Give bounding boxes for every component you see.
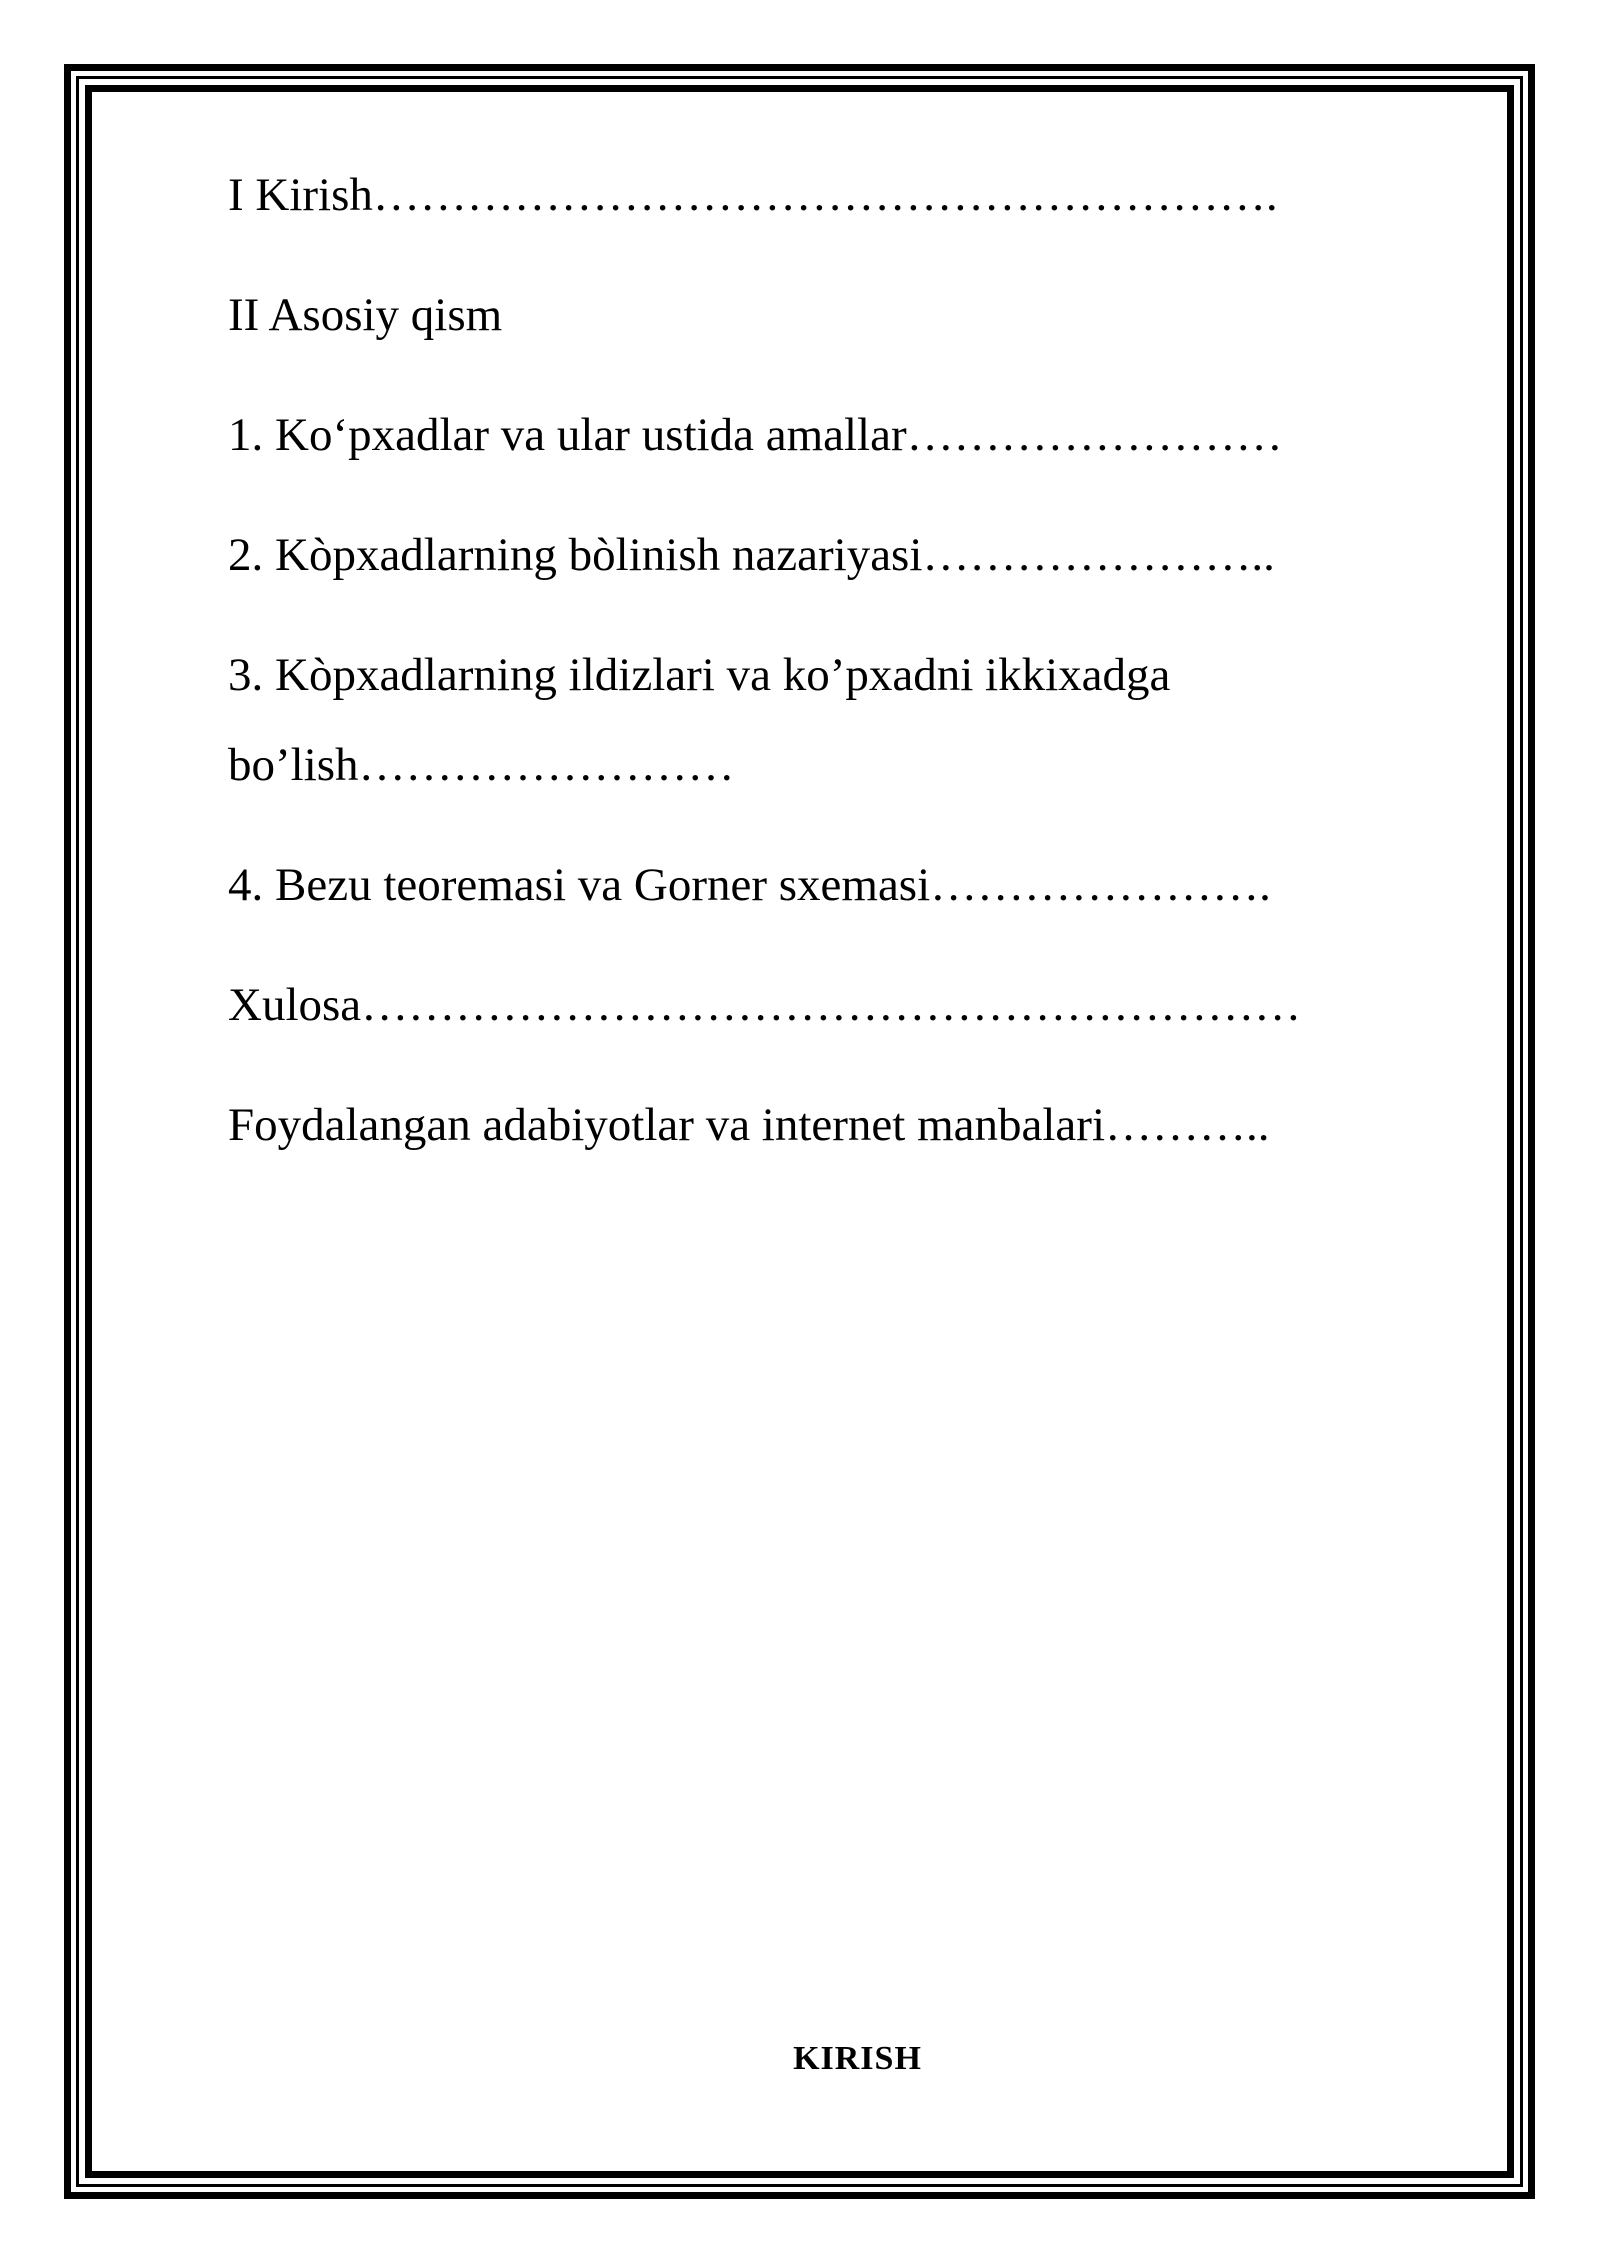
toc-item-kirish: I Kirish………………………………………………….: [228, 169, 1278, 221]
toc-item-xulosa: Xulosa……………………………………………………: [228, 979, 1302, 1031]
section-heading-kirish: KIRISH: [793, 2040, 922, 2077]
toc-item-2: 2. Kòpxadlarning bòlinish nazariyasi…………………..: [228, 529, 1275, 581]
toc-item-3: 3. Kòpxadlarning ildizlari va ko’pxadni ikkixadga bo’lish……………………: [228, 649, 1171, 791]
toc-item-adabiyotlar: Foydalangan adabiyotlar va internet manbalari………..: [228, 1099, 1270, 1151]
toc-item-1: 1. Ko‘pxadlar va ular ustida amallar……………………: [228, 409, 1283, 461]
toc-item-4: 4. Bezu teoremasi va Gorner sxemasi………………….: [228, 859, 1271, 911]
table-of-contents: [228, 150, 1468, 1200]
toc-item-asosiy-qism: II Asosiy qism: [228, 289, 503, 341]
